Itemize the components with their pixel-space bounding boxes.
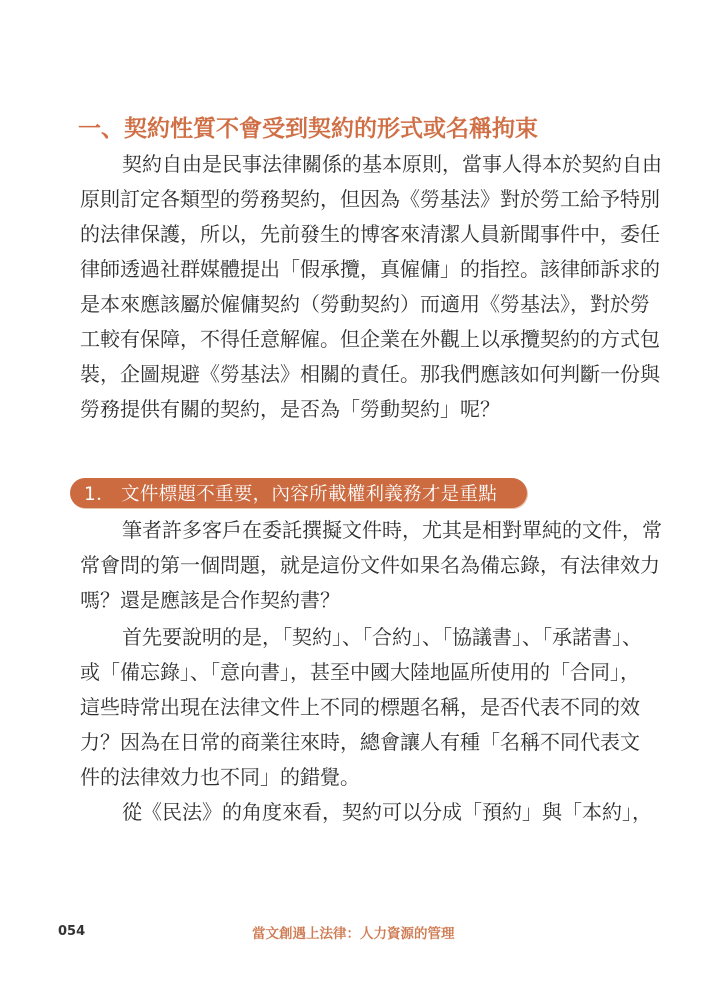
paragraph-line: 筆者許多客戶在委託撰擬文件時，尤其是相對單純的文件，常 [122, 518, 662, 542]
paragraph-line: 原則訂定各類型的勞務契約，但因為《勞基法》對於勞工給予特別 [80, 187, 660, 211]
paragraph-line: 常會問的第一個問題，就是這份文件如果名為備忘錄，有法律效力 [80, 553, 660, 577]
paragraph-line: 件的法律效力也不同」的錯覺。 [80, 765, 360, 789]
paragraph-line: 力？因為在日常的商業往來時，總會讓人有種「名稱不同代表文 [80, 730, 640, 754]
section-heading: 一、契約性質不會受到契約的形式或名稱拘束 [78, 116, 538, 142]
paragraph-4 [80, 795, 652, 830]
paragraph-1 [80, 147, 662, 427]
paragraph-line: 這些時常出現在法律文件上不同的標題名稱，是否代表不同的效 [80, 695, 640, 719]
paragraph-line: 律師透過社群媒體提出「假承攬，真僱傭」的指控。該律師訴求的 [80, 257, 660, 281]
page-number: 054 [58, 924, 86, 939]
paragraph-line: 勞務提供有關的契約，是否為「勞動契約」呢？ [80, 397, 500, 421]
paragraph-line: 或「備忘錄」、「意向書」，甚至中國大陸地區所使用的「合同」， [80, 660, 640, 684]
paragraph-3 [80, 620, 642, 795]
subsection-title: 1． 文件標題不重要，內容所載權利義務才是重點 [84, 484, 498, 505]
subsection-banner [70, 478, 527, 508]
paragraph-line: 裝，企圖規避《勞基法》相關的責任。那我們應該如何判斷一份與 [80, 362, 660, 386]
paragraph-line: 從《民法》的角度來看，契約可以分成「預約」與「本約」， [122, 800, 652, 824]
running-footer-title: 當文創遇上法律：人力資源的管理 [252, 926, 455, 942]
paragraph-line: 嗎？還是應該是合作契約書？ [80, 588, 340, 612]
paragraph-2 [80, 513, 662, 618]
paragraph-line: 工較有保障，不得任意解僱。但企業在外觀上以承攬契約的方式包 [80, 327, 660, 351]
paragraph-line: 契約自由是民事法律關係的基本原則，當事人得本於契約自由 [122, 152, 662, 176]
paragraph-line: 的法律保護，所以，先前發生的博客來清潔人員新聞事件中，委任 [80, 222, 660, 246]
paragraph-line: 首先要說明的是，「契約」、「合約」、「協議書」、「承諾書」、 [122, 625, 642, 649]
paragraph-line: 是本來應該屬於僱傭契約（勞動契約）而適用《勞基法》，對於勞 [80, 292, 650, 316]
